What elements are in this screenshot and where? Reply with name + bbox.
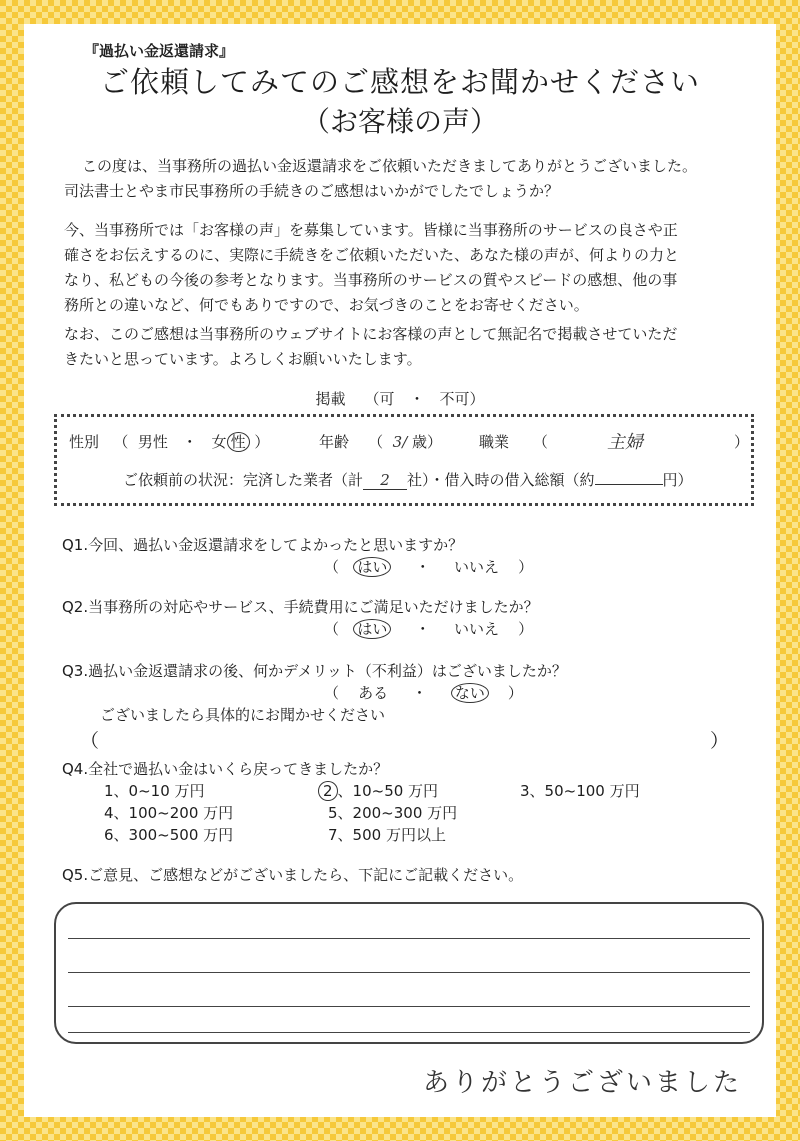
- job-open: （: [532, 433, 548, 451]
- intro-paragraph-2: [64, 218, 754, 318]
- q1-open: （: [324, 558, 340, 576]
- q1-yes-option[interactable]: はい: [353, 557, 391, 577]
- gender-male-option[interactable]: 男性: [137, 433, 168, 451]
- q2-yes-option[interactable]: はい: [353, 619, 391, 639]
- q2-dot: ・: [415, 620, 431, 638]
- intro-line: なお、このご感想は当事務所のウェブサイトにお客様の声として無記名で掲載させていただ: [64, 325, 678, 343]
- q5-text: Q5.ご意見、ご感想などがございましたら、下記にご記載ください。: [62, 866, 524, 884]
- status-count[interactable]: 2: [363, 471, 407, 490]
- publish-label: 掲載: [315, 390, 346, 408]
- intro-line: 司法書士とやま市民事務所の手続きのご感想はいかがでしたでしょうか？: [64, 182, 560, 200]
- q2-text: Q2.当事務所の対応やサービス、手続費用にご満足いただけましたか？: [62, 598, 539, 616]
- intro-line: 確さをお伝えするのに、実際に手続きをご依頼いただいた、あなた様の声が、何よりの力と: [64, 246, 680, 264]
- age-value[interactable]: 3/: [392, 433, 408, 451]
- intro-line: この度は、当事務所の過払い金返還請求をご依頼いただきましてありがとうございました。: [82, 157, 698, 175]
- q2-open: （: [324, 620, 340, 638]
- status-amount[interactable]: [595, 484, 663, 485]
- q3-no-option[interactable]: ない: [451, 683, 489, 703]
- comment-line: [68, 938, 750, 939]
- gender-female-option[interactable]: [212, 433, 250, 451]
- q4-option-1[interactable]: 1、0~10 万円: [104, 782, 205, 800]
- comment-line: [68, 1032, 750, 1033]
- q3-yes-option[interactable]: ある: [358, 684, 389, 702]
- q3-answer: [324, 682, 523, 703]
- q1-answer: [324, 556, 533, 577]
- intro-line: きたいと思っています。よろしくお願いいたします。: [64, 350, 422, 368]
- q3-text: Q3.過払い金返還請求の後、何かデメリット（不利益）はございましたか？: [62, 662, 567, 680]
- q4-option-7[interactable]: 7、500 万円以上: [328, 826, 446, 844]
- intro-paragraph-1: [64, 154, 754, 204]
- job-label: 職業: [479, 433, 510, 451]
- q1-no-option[interactable]: いいえ: [454, 558, 500, 576]
- q1-close: ）: [518, 558, 534, 576]
- profile-box: [54, 414, 754, 506]
- comment-line: [68, 1006, 750, 1007]
- age-label: 年齢: [319, 433, 350, 451]
- q4-option-2[interactable]: [318, 780, 438, 801]
- gender-female-prefix: 女: [211, 433, 227, 451]
- intro-paragraph-3: [64, 322, 754, 372]
- gender-dot: ・: [182, 433, 198, 451]
- job-row: [479, 431, 749, 452]
- intro-line: なり、私どもの今後の参考となります。当事務所のサービスの質やスピードの感想、他の事: [64, 271, 678, 289]
- q2-close: ）: [518, 620, 534, 638]
- q2-no-option[interactable]: いいえ: [454, 620, 500, 638]
- job-value[interactable]: 主婦: [607, 432, 643, 453]
- age-unit: 歳）: [412, 433, 443, 451]
- status-middle: 社）・借入時の借入総額（約: [407, 471, 595, 489]
- gender-close: ）: [254, 433, 270, 451]
- comment-line: [68, 972, 750, 973]
- q4-option-2-label: 、10~50 万円: [337, 782, 439, 800]
- q3-detail-open: （: [80, 730, 100, 752]
- q3-detail-close: ）: [710, 730, 730, 752]
- survey-sheet: [24, 24, 776, 1117]
- category-tag: 『過払い金返還請求』: [84, 42, 235, 60]
- q3-dot: ・: [411, 684, 427, 702]
- status-prefix: ご依頼前の状況：完済した業者（計: [123, 471, 364, 489]
- status-suffix: 円）: [662, 471, 693, 489]
- q1-dot: ・: [415, 558, 431, 576]
- page-title: ご依頼してみてのご感想をお聞かせください: [99, 65, 700, 99]
- q3-close: ）: [507, 684, 523, 702]
- intro-line: 務所との違いなど、何でもありですので、お気づきのことをお寄せください。: [64, 296, 589, 314]
- status-row: [123, 469, 693, 490]
- gender-row: [69, 431, 269, 452]
- q4-selected-circle: 2: [318, 781, 338, 801]
- q2-answer: [324, 618, 533, 639]
- q3-detail-field[interactable]: [104, 726, 704, 752]
- publish-options[interactable]: （可 ・ 不可）: [364, 390, 485, 408]
- age-open: （: [368, 433, 384, 451]
- q3-open: （: [324, 684, 340, 702]
- gender-female-circled: 性: [227, 432, 250, 452]
- q4-option-4[interactable]: 4、100~200 万円: [104, 804, 234, 822]
- intro-line: 今、当事務所では「お客様の声」を募集しています。皆様に当事務所のサービスの良さや正: [64, 221, 678, 239]
- age-row: [319, 431, 442, 452]
- q1-text: Q1.今回、過払い金返還請求をしてよかったと思いますか？: [62, 536, 464, 554]
- gender-open: （: [113, 433, 129, 451]
- comment-box[interactable]: [54, 902, 764, 1044]
- gender-label: 性別: [69, 433, 100, 451]
- job-close: ）: [733, 433, 749, 451]
- q4-text: Q4.全社で過払い金はいくら戻ってきましたか？: [62, 760, 389, 778]
- closing-thanks: ありがとうございました: [422, 1068, 742, 1098]
- q4-option-6[interactable]: 6、300~500 万円: [104, 826, 234, 844]
- page-subtitle: （お客様の声）: [301, 105, 498, 138]
- publish-consent: [24, 388, 776, 409]
- q4-option-5[interactable]: 5、200~300 万円: [328, 804, 458, 822]
- q4-option-3[interactable]: 3、50~100 万円: [520, 782, 640, 800]
- q3-detail-prompt: ございましたら具体的にお聞かせください: [100, 706, 386, 724]
